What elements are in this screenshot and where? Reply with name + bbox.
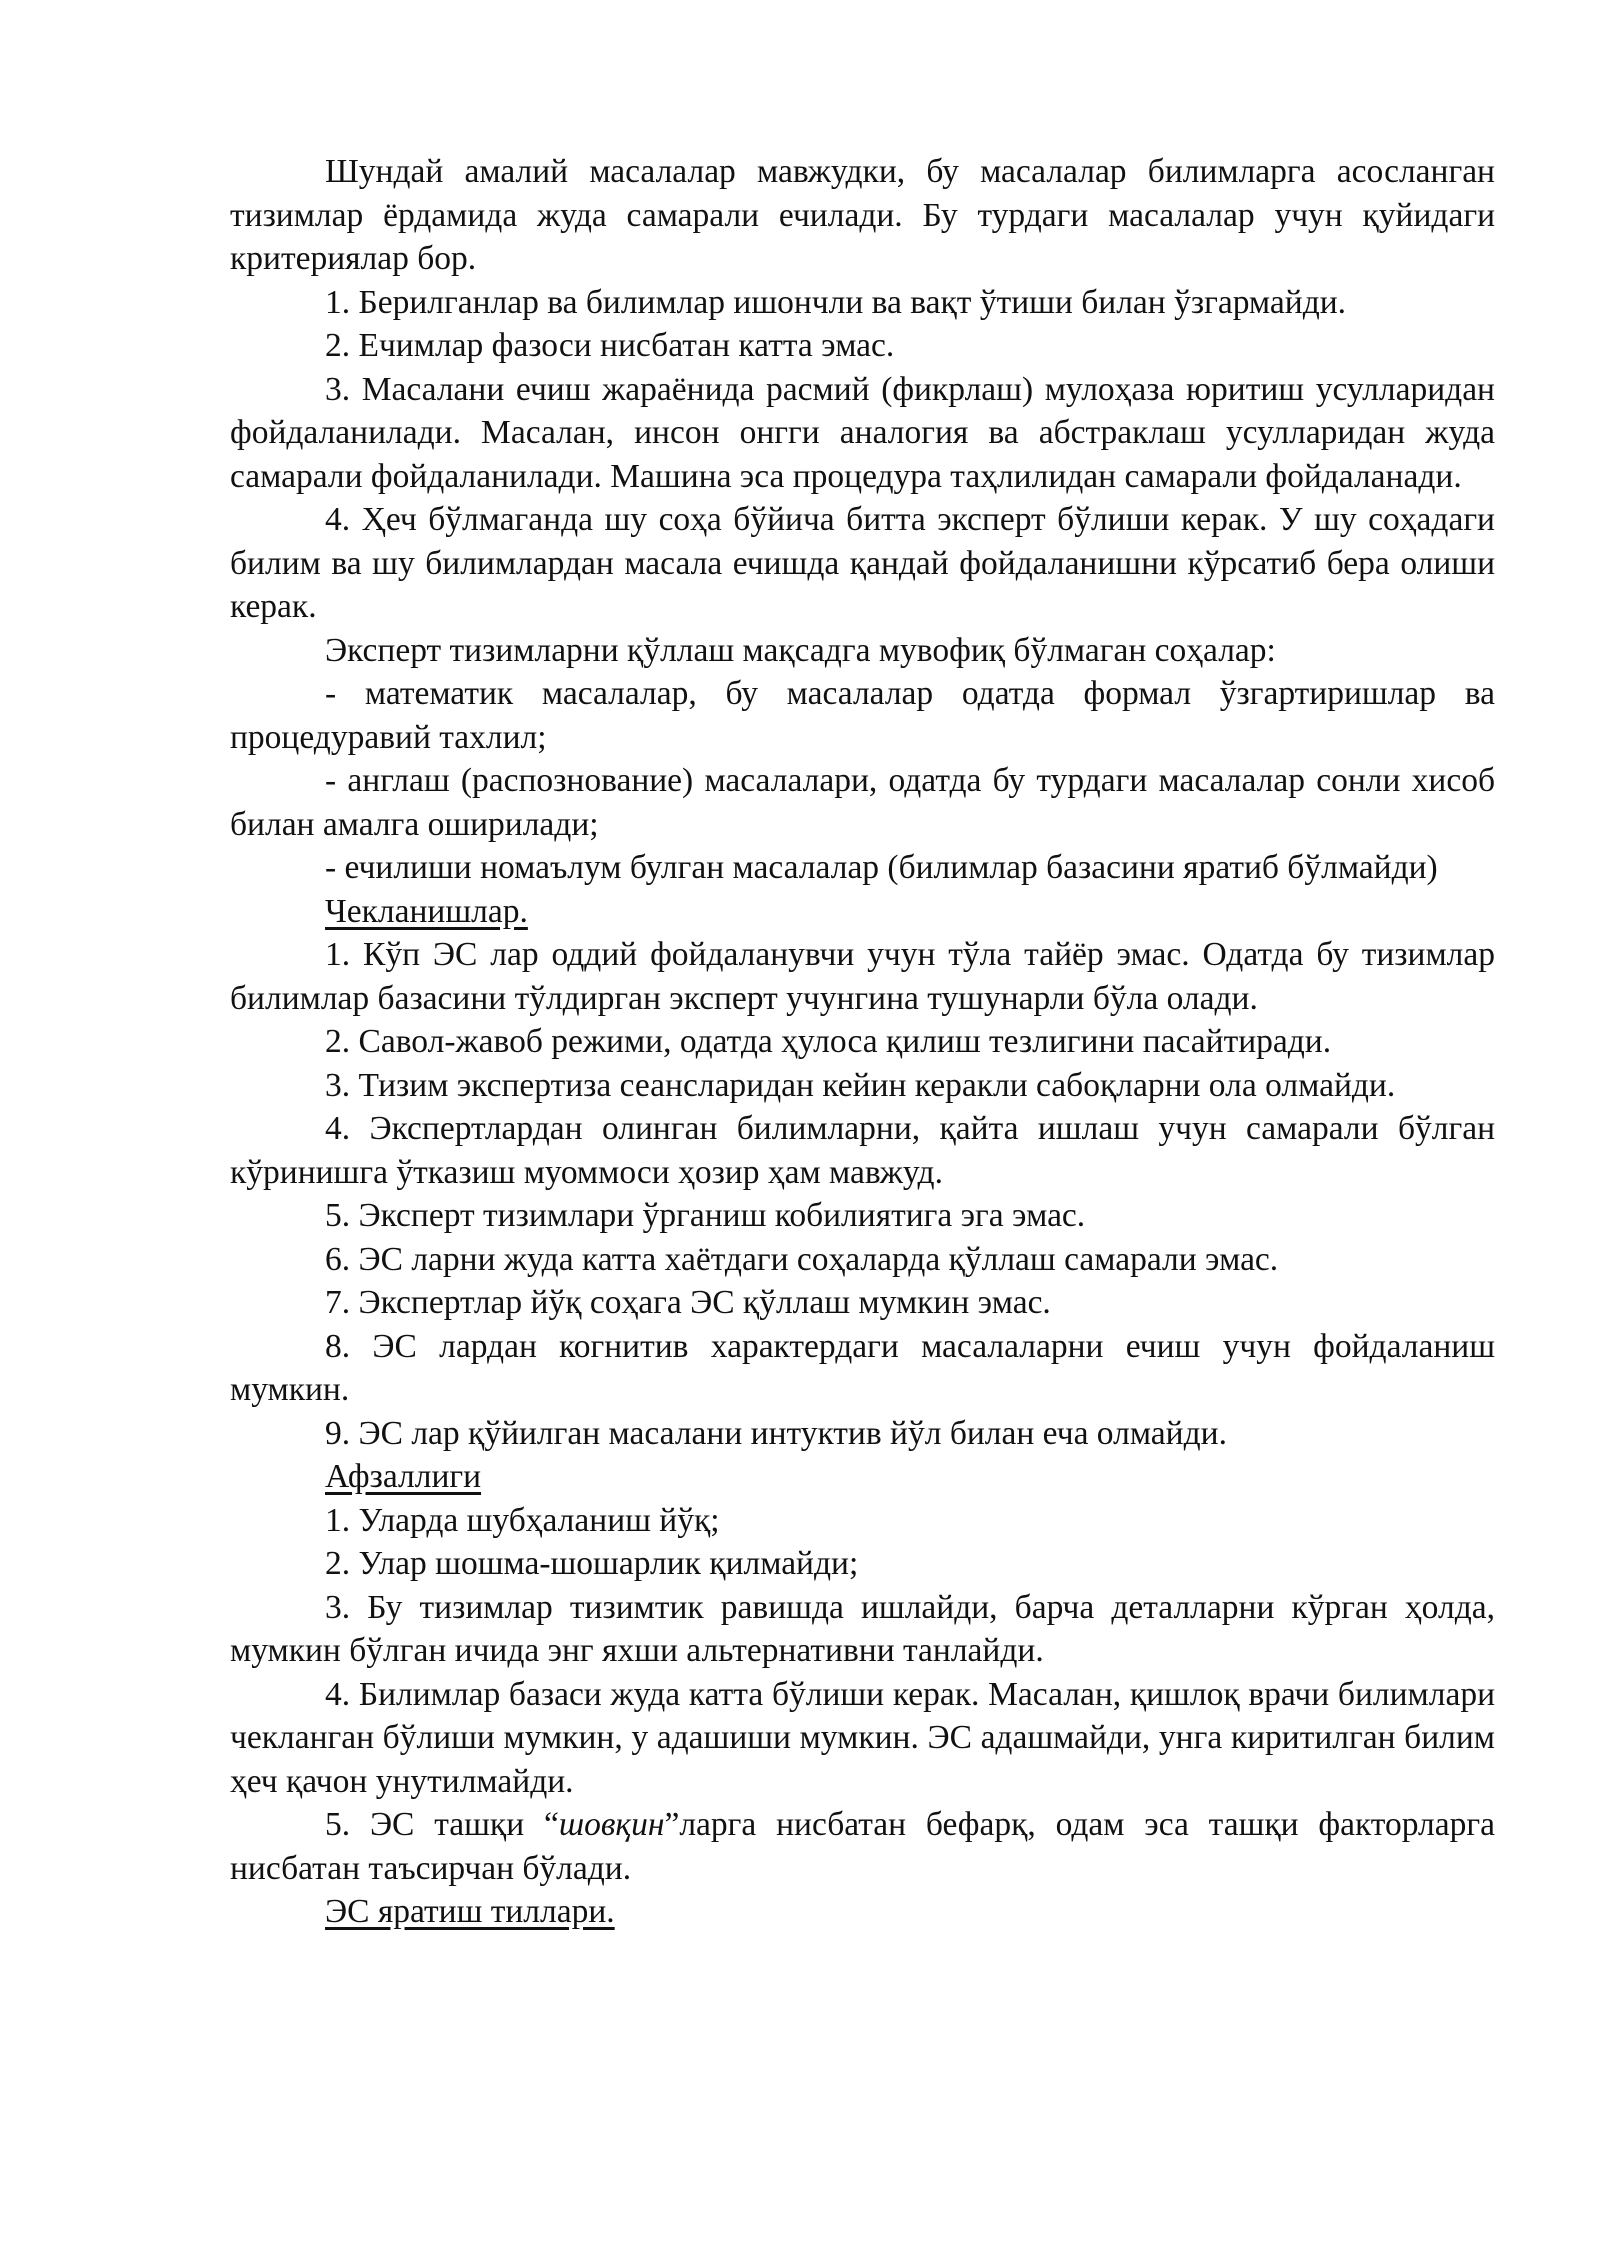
limitation-item: 8. ЭС лардан когнитив характердаги масалаларни ечиш учун фойдаланиш мумкин. — [230, 1327, 1495, 1408]
languages-heading: ЭС яратиш тиллари. — [325, 1893, 615, 1930]
limitation-item: 5. Эксперт тизимлари ўрганиш кобилиятига эга эмас. — [325, 1197, 1086, 1234]
criteria-item: 3. Масалани ечиш жараёнида расмий (фикрлаш) мулоҳаза юритиш усулларидан фойдаланилади. Масалан, инсон онгги аналогия ва абстраклаш усулларидан жуда самарали фойдаланилади. Машина эса процедура таҳлилидан самарали фойдаланади. — [230, 370, 1495, 495]
criteria-item: 2. Ечимлар фазоси нисбатан катта эмас. — [325, 327, 895, 364]
criteria-item: 1. Берилганлар ва билимлар ишончли ва вақт ўтиши билан ўзгармайди. — [325, 283, 1347, 321]
advantages-heading: Афзаллиги — [325, 1458, 482, 1495]
criteria-item: 4. Ҳеч бўлмаганда шу соҳа бўйича битта эксперт бўлиши керак. У шу соҳадаги билим ва шу билимлардан масала ечишда қандай фойдаланишни кўрсатиб бера олиши керак. — [230, 501, 1495, 625]
document-page — [230, 150, 1495, 1934]
limitation-item: 9. ЭС лар қўйилган масалани интуктив йўл билан еча олмайди. — [325, 1414, 1227, 1452]
advantage-item: 1. Уларда шубҳаланиш йўқ; — [325, 1501, 720, 1539]
advantage-item — [230, 1803, 1495, 1890]
intro-paragraph: Шундай амалий масалалар мавжудки, бу масалалар билимларга асосланган тизимлар ёрдамида жуда самарали ечилади. Бу турдаги масалалар учун қуйидаги критериялар бор. — [230, 153, 1495, 277]
limitation-item: 4. Экспертлардан олинган билимларни, қайта ишлаш учун самарали бўлган кўринишга ўтказиш муоммоси ҳозир ҳам мавжуд. — [230, 1110, 1495, 1191]
limitations-heading: Чекланишлар. — [325, 892, 528, 930]
limitation-item: 7. Экспертлар йўқ соҳага ЭС қўллаш мумкин эмас. — [325, 1284, 1051, 1321]
limitations-heading-line — [230, 890, 1495, 934]
advantage-item: 3. Бу тизимлар тизимтик равишда ишлайди, барча деталларни кўрган ҳолда, мумкин бўлган ичида энг яхши альтернативни танлайди. — [230, 1588, 1495, 1669]
advantage-item: 2. Улар шошма-шошарлик қилмайди; — [325, 1545, 859, 1582]
advantage-5-before: 5. ЭС ташқи “ — [325, 1806, 559, 1843]
advantage-5-after: ”ларга нисбатан бефарқ, одам эса ташқи факторларга нисбатан таъсирчан бўлади. — [230, 1806, 1495, 1887]
limitation-item: 6. ЭС ларни жуда катта хаётдаги соҳаларда қўллаш самарали эмас. — [325, 1240, 1279, 1278]
unsuitable-intro: Эксперт тизимларни қўллаш мақсадга мувофиқ бўлмаган соҳалар: — [325, 631, 1276, 669]
unsuitable-item: - математик масалалар, бу масалалар одатда формал ўзгартиришлар ва процедуравий тахлил; — [230, 675, 1495, 756]
unsuitable-item: - англаш (распознование) масалалари, одатда бу турдаги масалалар сонли хисоб билан амалга оширилади; — [230, 762, 1495, 843]
languages-heading-line — [230, 1890, 1495, 1934]
limitation-item: 2. Савол-жавоб режими, одатда ҳулоса қилиш тезлигини пасайтиради. — [325, 1023, 1332, 1060]
advantage-item: 4. Билимлар базаси жуда катта бўлиши керак. Масалан, қишлоқ врачи билимлари чекланган бўлиши мумкин, у адашиши мумкин. ЭС адашмайди, унга киритилган билим ҳеч қачон унутилмайди. — [230, 1675, 1495, 1800]
limitation-item: 1. Кўп ЭС лар оддий фойдаланувчи учун тўла тайёр эмас. Одатда бу тизимлар билимлар базасини тўлдирган эксперт учунгина тушунарли бўла олади. — [230, 936, 1495, 1017]
unsuitable-item: - ечилиши номаълум булган масалалар (билимлар базасини яратиб бўлмайди) — [325, 849, 1438, 886]
limitation-item: 3. Тизим экспертиза сеансларидан кейин керакли сабоқларни ола олмайди. — [325, 1066, 1396, 1104]
advantage-5-italic: шовқин — [558, 1806, 665, 1843]
advantages-heading-line — [230, 1455, 1495, 1499]
